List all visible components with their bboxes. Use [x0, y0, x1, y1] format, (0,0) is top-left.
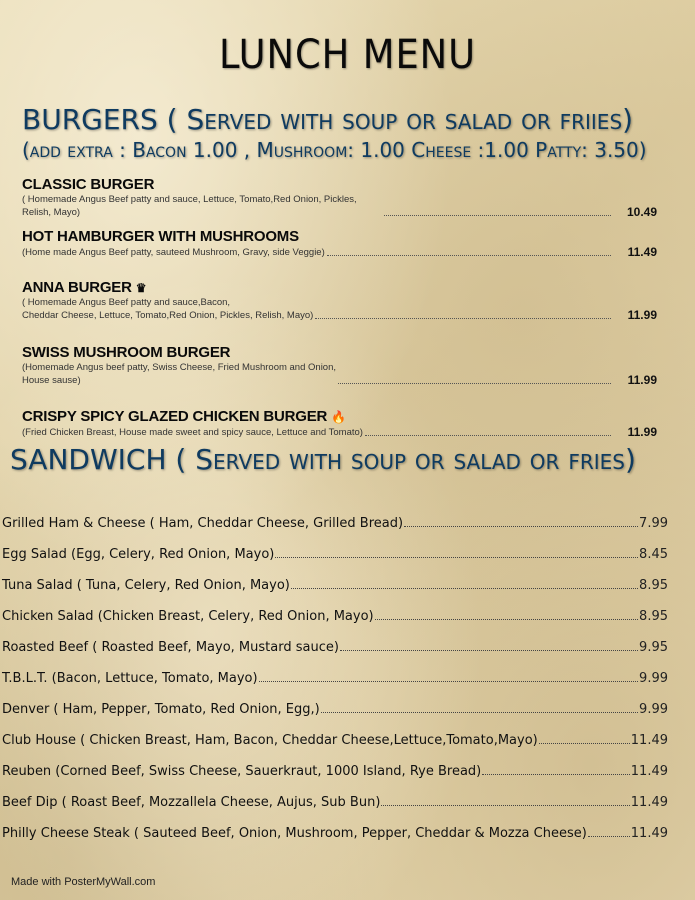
flame-icon: 🔥	[331, 410, 346, 424]
sandwich-name: Reuben (Corned Beef, Swiss Cheese, Sauerkraut, 1000 Island, Rye Bread)	[2, 764, 482, 779]
burger-description: ( Homemade Angus Beef patty and sauce,Bacon, Cheddar Cheese, Lettuce, Tomato,Red Onion, Pickles, Relish, Mayo)	[22, 297, 314, 321]
burger-item	[22, 344, 657, 387]
leader-dots	[365, 434, 611, 436]
burgers-heading: BURGERS ( Served with soup or salad or friies)	[22, 103, 634, 136]
burger-price: 11.99	[627, 373, 657, 387]
burger-name: CLASSIC BURGER	[22, 176, 155, 193]
sandwich-heading: SANDWICH ( Served with soup or salad or fries)	[10, 443, 636, 476]
sandwich-name: Philly Cheese Steak ( Sauteed Beef, Onion, Mushroom, Pepper, Cheddar & Mozza Cheese)	[2, 826, 587, 841]
leader-dots	[588, 836, 630, 837]
burger-price: 11.99	[627, 308, 657, 322]
burger-description: (Fried Chicken Breast, House made sweet and spicy sauce, Lettuce and Tomato)	[22, 427, 363, 438]
sandwich-price: 8.95	[639, 578, 668, 593]
leader-dots	[321, 712, 638, 713]
sandwich-item	[2, 748, 668, 779]
sandwich-item	[2, 686, 668, 717]
sandwich-price: 9.95	[639, 640, 668, 655]
burger-item	[22, 176, 657, 219]
leader-dots	[340, 650, 638, 651]
sandwich-item	[2, 810, 668, 841]
sandwich-item	[2, 593, 668, 624]
burger-description: (Home made Angus Beef patty, sauteed Mushroom, Gravy, side Veggie)	[22, 247, 325, 258]
sandwich-item	[2, 655, 668, 686]
leader-dots	[327, 254, 611, 256]
sandwich-name: Egg Salad (Egg, Celery, Red Onion, Mayo)	[2, 547, 275, 562]
leader-dots	[338, 382, 611, 384]
burger-name: HOT HAMBURGER WITH MUSHROOMS	[22, 228, 299, 245]
burger-name: ANNA BURGER ♛	[22, 279, 147, 296]
leader-dots	[291, 588, 638, 589]
leader-dots	[259, 681, 638, 682]
sandwich-price: 8.95	[639, 609, 668, 624]
burger-price: 11.49	[627, 245, 657, 259]
leader-dots	[375, 619, 638, 620]
sandwich-name: Tuna Salad ( Tuna, Celery, Red Onion, Mayo)	[2, 578, 290, 593]
burgers-extras-note: (add extra : Bacon 1.00 , Mushroom: 1.00 Cheese :1.00 Patty: 3.50)	[22, 138, 647, 162]
sandwich-item	[2, 624, 668, 655]
sandwich-item	[2, 717, 668, 748]
leader-dots	[539, 743, 630, 744]
footer-credit: Made with PosterMyWall.com	[11, 876, 156, 888]
leader-dots	[384, 214, 611, 216]
burger-name: SWISS MUSHROOM BURGER	[22, 344, 231, 361]
leader-dots	[315, 317, 611, 319]
sandwich-price: 11.49	[630, 764, 668, 779]
sandwich-price: 11.49	[630, 826, 668, 841]
sandwich-list	[2, 500, 668, 841]
sandwich-price: 11.49	[630, 795, 668, 810]
sandwich-price: 7.99	[639, 516, 668, 531]
sandwich-item	[2, 500, 668, 531]
sandwich-item	[2, 562, 668, 593]
sandwich-price: 8.45	[639, 547, 668, 562]
leader-dots	[381, 805, 629, 806]
sandwich-name: Beef Dip ( Roast Beef, Mozzallela Cheese, Aujus, Sub Bun)	[2, 795, 381, 810]
sandwich-name: Chicken Salad (Chicken Breast, Celery, Red Onion, Mayo)	[2, 609, 374, 624]
burger-price: 10.49	[626, 205, 657, 219]
leader-dots	[482, 774, 630, 775]
leader-dots	[275, 557, 638, 558]
burger-item	[22, 408, 657, 439]
menu-title: LUNCH MENU	[219, 32, 476, 78]
burger-description: (Homemade Angus beef patty, Swiss Cheese, Fried Mushroom and Onion, House sause)	[22, 362, 337, 386]
sandwich-name: Denver ( Ham, Pepper, Tomato, Red Onion, Egg,)	[2, 702, 320, 717]
sandwich-price: 9.99	[639, 671, 668, 686]
burger-description: ( Homemade Angus Beef patty and sauce, Lettuce, Tomato,Red Onion, Pickles, Relish, Mayo)	[22, 194, 357, 218]
sandwich-price: 11.49	[630, 733, 668, 748]
sandwich-item	[2, 531, 668, 562]
burger-name: CRISPY SPICY GLAZED CHICKEN BURGER 🔥	[22, 408, 346, 425]
burger-item	[22, 279, 657, 322]
sandwich-name: Club House ( Chicken Breast, Ham, Bacon, Cheddar Cheese,Lettuce,Tomato,Mayo)	[2, 733, 538, 748]
sandwich-name: Grilled Ham & Cheese ( Ham, Cheddar Cheese, Grilled Bread)	[2, 516, 404, 531]
burger-price: 11.99	[627, 425, 657, 439]
burger-item	[22, 228, 657, 259]
leader-dots	[404, 526, 638, 527]
crown-icon: ♛	[135, 281, 147, 295]
sandwich-item	[2, 779, 668, 810]
sandwich-name: T.B.L.T. (Bacon, Lettuce, Tomato, Mayo)	[2, 671, 258, 686]
sandwich-price: 9.99	[639, 702, 668, 717]
sandwich-name: Roasted Beef ( Roasted Beef, Mayo, Mustard sauce)	[2, 640, 339, 655]
